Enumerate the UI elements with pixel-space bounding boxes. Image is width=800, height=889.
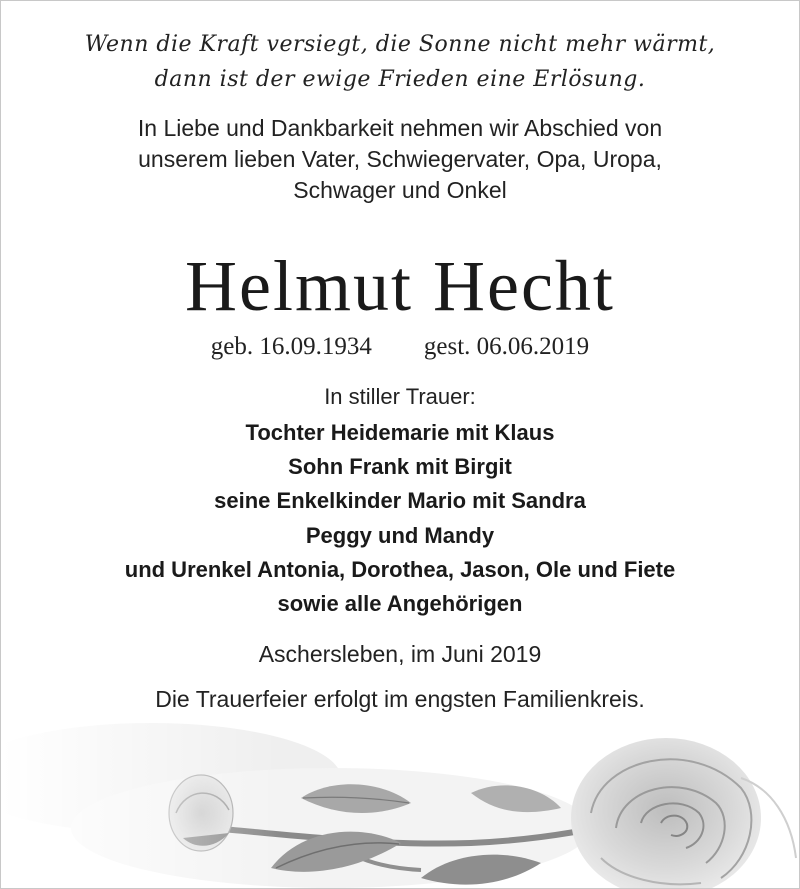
roses-icon [1,718,799,888]
mourner-line: und Urenkel Antonia, Dorothea, Jason, Ole und Fiete [124,556,676,582]
motto-line: Wenn die Kraft versiegt, die Sonne nicht mehr wärmt, [84,32,716,57]
motto-line: dann ist der ewige Frieden eine Erlösung. [154,67,646,92]
intro-line: unserem lieben Vater, Schwiegervater, Opa, Uropa, [138,146,662,172]
farewell-intro [1,113,799,206]
life-dates [1,331,799,363]
deceased-name: Helmut Hecht [185,246,615,326]
mourner-line: Peggy und Mandy [305,522,495,548]
ceremony-note: Die Trauerfeier erfolgt im engsten Familienkreis. [155,686,645,712]
motto-verse [1,27,799,97]
intro-line: Schwager und Onkel [293,177,507,203]
mourners-label: In stiller Trauer: [324,384,476,409]
intro-line: In Liebe und Dankbarkeit nehmen wir Abschied von [137,115,663,141]
mourner-line: seine Enkelkinder Mario mit Sandra [214,488,586,514]
death-date: gest. 06.06.2019 [423,333,590,360]
place-and-date: Aschersleben, im Juni 2019 [258,641,542,667]
mourner-line: Tochter Heidemarie mit Klaus [245,420,555,445]
mourner-line: Sohn Frank mit Birgit [288,454,512,480]
birth-date: geb. 16.09.1934 [210,333,372,360]
mourner-line: sowie alle Angehörigen [277,591,523,617]
mourners-list [1,416,799,621]
